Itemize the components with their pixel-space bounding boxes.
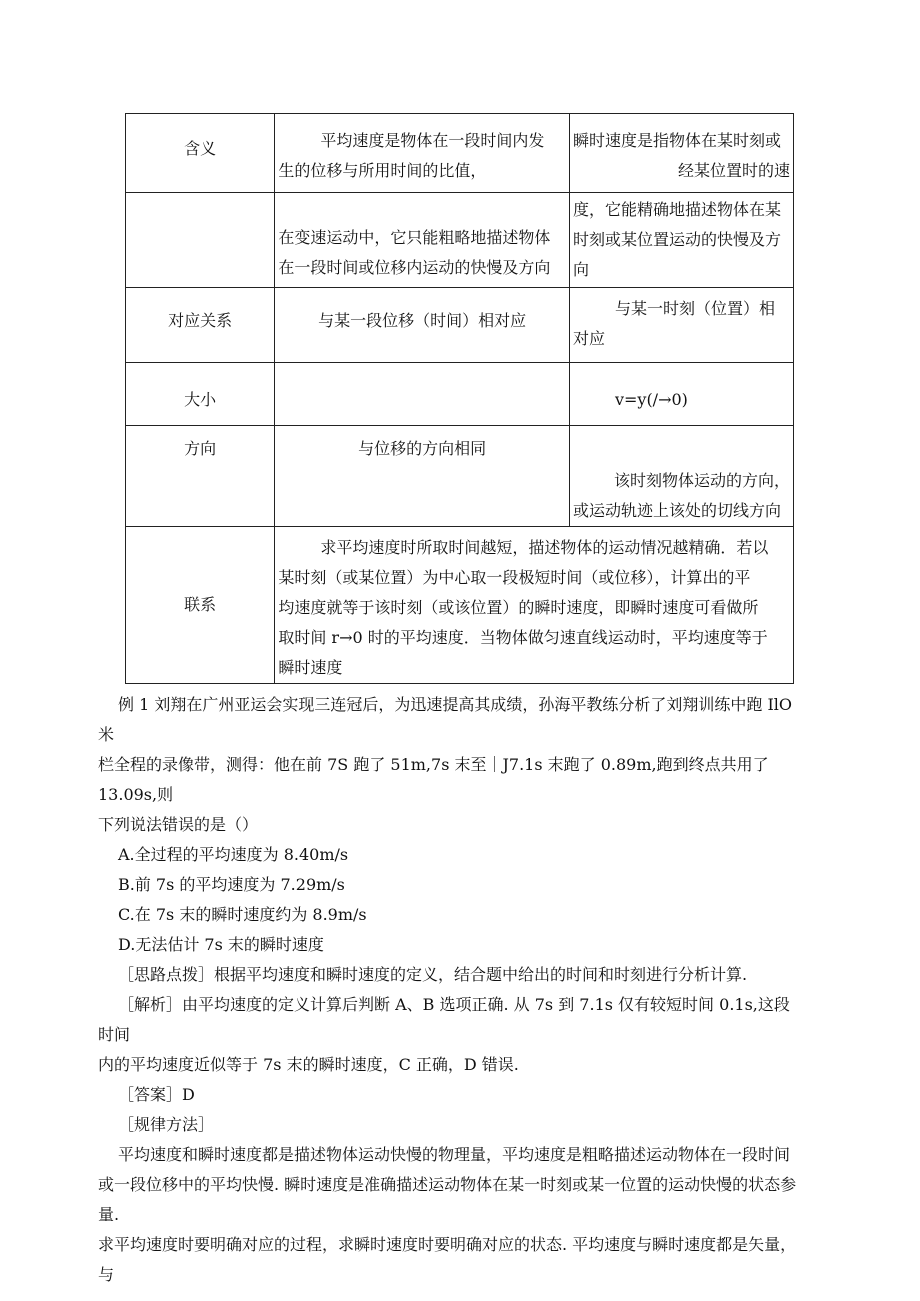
method-line: 平均速度和瞬时速度都是描述物体运动快慢的物理量，平均速度是粗略描述运动物体在一段时间: [118, 1145, 791, 1164]
hint-text: ［思路点拨］根据平均速度和瞬时速度的定义，结合题中给出的时间和时刻进行分析计算.: [118, 965, 748, 984]
analysis-line: ［解析］由平均速度的定义计算后判断 A、B 选项正确. 从 7s 到 7.1s 仅有较短时间 0.1s,这段时间: [98, 995, 790, 1044]
avg-cell: 平均速度是物体在一段时间内发 生的位移与所用时间的比值，: [275, 114, 570, 193]
method-line: 求平均速度时要明确对应的过程，求瞬时速度时要明确对应的状态. 平均速度与瞬时速度都是矢量，与: [98, 1235, 797, 1284]
avg-cell: [275, 363, 570, 426]
row-label: 方向: [126, 426, 275, 527]
table-row-meaning-cont: [126, 193, 794, 288]
table-row-correspondence: [126, 288, 794, 363]
method-line: 或一段位移中的平均快慢. 瞬时速度是准确描述运动物体在某一时刻或某一位置的运动快慢的状态参量.: [98, 1175, 797, 1224]
option-b: B.前 7s 的平均速度为 7.29m/s: [118, 875, 345, 894]
avg-cell: 与位移的方向相同: [275, 426, 570, 527]
table-row-relation: [126, 527, 794, 684]
row-label: 联系: [126, 527, 275, 684]
option-a: A.全过程的平均速度为 8.40m/s: [118, 845, 349, 864]
row-label: 含义: [126, 114, 275, 193]
table-row-direction: [126, 426, 794, 527]
table-row-magnitude: [126, 363, 794, 426]
example-section: [98, 690, 800, 1290]
inst-cell: 该时刻物体运动的方向， 或运动轨迹上该处的切线方向: [569, 426, 793, 527]
row-label: [126, 193, 275, 288]
option-c: C.在 7s 末的瞬时速度约为 8.9m/s: [118, 905, 367, 924]
table-row-meaning: [126, 114, 794, 193]
answer-text: ［答案］D: [118, 1085, 195, 1104]
inst-cell: 度，它能精确地描述物体在某 时刻或某位置运动的快慢及方 向: [569, 193, 793, 288]
analysis-line: 内的平均速度近似等于 7s 末的瞬时速度，C 正确，D 错误.: [98, 1055, 519, 1074]
relation-cell: 求平均速度时所取时间越短，描述物体的运动情况越精确．若以 某时刻（或某位置）为中心取一段极短时间（或位移），计算出的平 均速度就等于该时刻（或该位置）的瞬时速度，即瞬时速度可看做所 取时间 r→0 时的平均速度．当物体做匀速直线运动时，平均速度等于 瞬时速度: [275, 527, 794, 684]
inst-cell: v=y(/→0): [569, 363, 793, 426]
question-line: 栏全程的录像带，测得：他在前 7S 跑了 51m,7s 末至｜J7.1s 末跑了 0.89m,跑到终点共用了 13.09s,则: [98, 755, 769, 804]
row-label: 对应关系: [126, 288, 275, 363]
row-label: 大小: [126, 363, 275, 426]
question-line: 例 1 刘翔在广州亚运会实现三连冠后，为迅速提高其成绩，孙海平教练分析了刘翔训练中跑 IlO 米: [98, 695, 792, 744]
question-line: 下列说法错误的是（）: [98, 815, 259, 834]
inst-cell: 瞬时速度是指物体在某时刻或 经某位置时的速: [569, 114, 793, 193]
comparison-table: [125, 113, 794, 684]
option-d: D.无法估计 7s 末的瞬时速度: [118, 935, 324, 954]
inst-cell: 与某一时刻（位置）相 对应: [569, 288, 793, 363]
avg-cell: 在变速运动中，它只能粗略地描述物体 在一段时间或位移内运动的快慢及方向: [275, 193, 570, 288]
method-title: ［规律方法］: [118, 1115, 215, 1134]
avg-cell: 与某一段位移（时间）相对应: [275, 288, 570, 363]
